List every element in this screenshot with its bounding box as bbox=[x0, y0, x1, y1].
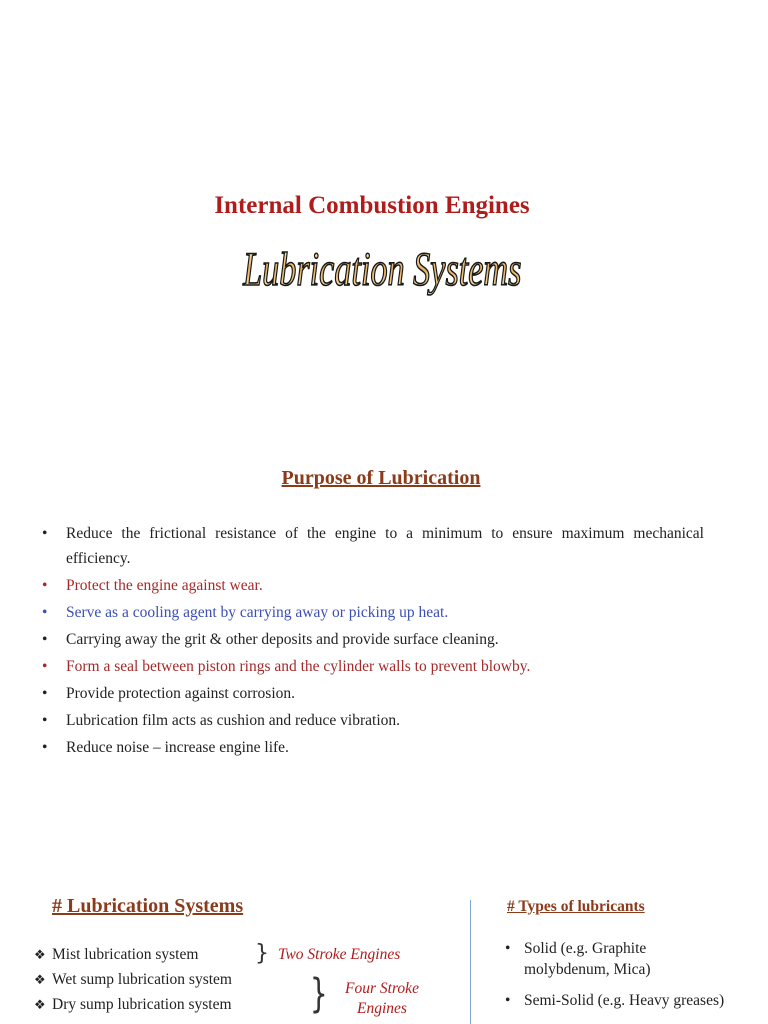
list-item bbox=[42, 600, 704, 625]
system-name: Mist lubrication system bbox=[52, 946, 199, 963]
bullet-text: Reduce noise – increase engine life. bbox=[66, 739, 289, 756]
wordart-text: Lubrication Systems bbox=[243, 242, 522, 296]
column-divider bbox=[470, 900, 471, 1024]
types-of-lubricants-heading: # Types of lubricants bbox=[507, 898, 645, 915]
purpose-heading: Purpose of Lubrication bbox=[281, 467, 481, 489]
bullet-icon: • bbox=[42, 525, 48, 542]
page-title: Internal Combustion Engines bbox=[214, 192, 530, 219]
two-stroke-label: Two Stroke Engines bbox=[278, 946, 401, 963]
bullet-text: Protect the engine against wear. bbox=[66, 577, 263, 594]
bullet-icon: • bbox=[42, 712, 48, 729]
bullet-text: Form a seal between piston rings and the cylinder walls to prevent blowby. bbox=[66, 658, 531, 675]
system-name: Wet sump lubrication system bbox=[52, 971, 232, 988]
list-item bbox=[42, 573, 704, 598]
bullet-icon: • bbox=[505, 992, 511, 1009]
bullet-icon: • bbox=[42, 739, 48, 756]
bullet-text: Carrying away the grit & other deposits and provide surface cleaning. bbox=[66, 631, 499, 648]
list-item bbox=[34, 967, 232, 992]
list-item bbox=[505, 938, 735, 980]
list-item bbox=[42, 681, 704, 706]
list-item bbox=[42, 627, 704, 652]
bullet-icon: • bbox=[42, 631, 48, 648]
list-item bbox=[34, 992, 232, 1017]
lubricant-type: Semi-Solid (e.g. Heavy greases) bbox=[524, 992, 725, 1009]
bullet-icon: • bbox=[42, 577, 48, 594]
bullet-text: Serve as a cooling agent by carrying away or picking up heat. bbox=[66, 604, 449, 621]
diamond-bullet-icon: ❖ bbox=[34, 972, 46, 987]
bullet-icon: • bbox=[42, 658, 48, 675]
list-item bbox=[42, 708, 704, 733]
diamond-bullet-icon: ❖ bbox=[34, 947, 46, 962]
brace-icon: } bbox=[309, 971, 328, 1017]
lubrication-systems-heading: # Lubrication Systems bbox=[52, 895, 244, 917]
bullet-text: Reduce the frictional resistance of the engine to a minimum to ensure maximum mechanical efficiency. bbox=[66, 525, 704, 567]
list-item bbox=[42, 735, 704, 760]
bullet-icon: • bbox=[42, 604, 48, 621]
system-name: Dry sump lubrication system bbox=[52, 996, 232, 1013]
four-stroke-label-line: Engines bbox=[357, 1000, 407, 1017]
types-of-lubricants-list bbox=[505, 938, 735, 1021]
diamond-bullet-icon: ❖ bbox=[34, 997, 46, 1012]
bullet-text: Provide protection against corrosion. bbox=[66, 685, 296, 702]
brace-icon: } bbox=[255, 941, 269, 966]
four-stroke-label-line: Four Stroke bbox=[345, 980, 419, 997]
list-item bbox=[34, 942, 232, 967]
lubricant-type: Solid (e.g. Graphite molybdenum, Mica) bbox=[524, 940, 651, 978]
list-item bbox=[42, 521, 704, 571]
four-stroke-label bbox=[332, 979, 432, 1019]
list-item bbox=[505, 990, 735, 1011]
lubrication-systems-list bbox=[34, 942, 232, 1017]
list-item bbox=[42, 654, 704, 679]
bullet-icon: • bbox=[505, 940, 511, 957]
bullet-icon: • bbox=[42, 685, 48, 702]
bullet-text: Lubrication film acts as cushion and reduce vibration. bbox=[66, 712, 401, 729]
lubrication-systems-wordart bbox=[232, 240, 532, 310]
purpose-bullet-list bbox=[42, 521, 704, 762]
